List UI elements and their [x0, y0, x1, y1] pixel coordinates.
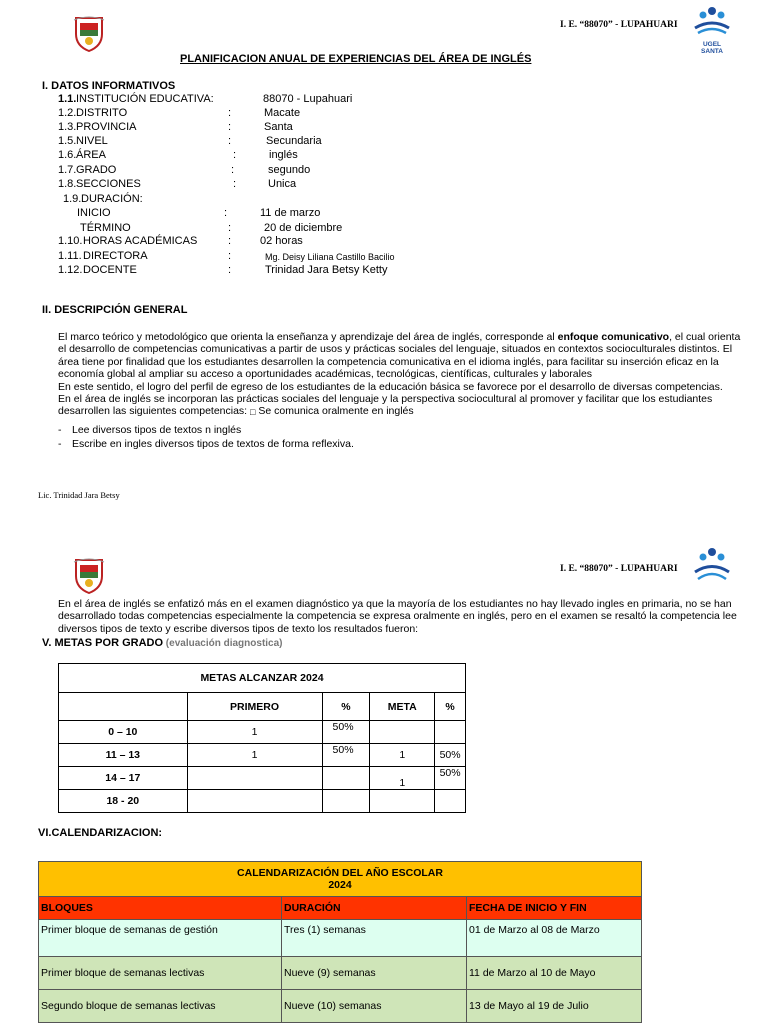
table-row: Primer bloque de semanas de gestión Tres (1) semanas 01 de Marzo al 08 de Marzo [39, 920, 642, 957]
list-item: - Escribe en ingles diversos tipos de textos de forma reflexiva. [58, 438, 354, 450]
checkbox-glyph-icon: □ [250, 407, 256, 418]
table-row: 11 – 13 1 50% 1 50% [59, 744, 466, 767]
table-header-row: BLOQUES DURACIÓN FECHA DE INICIO Y FIN [39, 897, 642, 920]
ugel-people-icon [692, 6, 732, 38]
table-row: 14 – 17 1 50% [59, 767, 466, 790]
table-row: 0 – 10 1 50% [59, 721, 466, 744]
ugel-logo [692, 6, 732, 55]
description-paragraph: En este sentido, el logro del perfil de egreso de los estudiantes de la educación básica se favorece por el desarrollo de diversas competencias. [58, 380, 723, 393]
description-text [58, 331, 742, 419]
footer-signature: Lic. Trinidad Jara Betsy [38, 490, 120, 500]
list-item: - Lee diversos tipos de textos n inglés [58, 424, 242, 436]
ugel-label: UGEL SANTA [701, 41, 723, 55]
section-datos-heading: I. DATOS INFORMATIVOS [42, 80, 176, 92]
table-row: Primer bloque de semanas lectivas Nueve (9) semanas 11 de Marzo al 10 de Mayo [39, 957, 642, 990]
section-descripcion-heading: II. DESCRIPCIÓN GENERAL [42, 304, 188, 316]
calendarizacion-table [38, 861, 642, 1023]
table-row: Segundo bloque de semanas lectivas Nueve (10) semanas 13 de Mayo al 19 de Julio [39, 990, 642, 1023]
section-metas-heading: V. METAS POR GRADO (evaluación diagnostica) [42, 637, 283, 649]
crest-icon [72, 556, 106, 594]
ugel-people-icon [692, 546, 732, 590]
school-crest-logo [72, 556, 106, 594]
table-header-row: PRIMERO % META % [59, 693, 466, 721]
description-paragraph: En el área de inglés se incorporan las prácticas sociales del lenguaje y la perspectiva sociocultural al promover y facilitar que los estudiantes desarrollen las siguientes competencias: □ Se comunica oralmente en inglés [58, 393, 713, 418]
page-title: PLANIFICACION ANUAL DE EXPERIENCIAS DEL ÁREA DE INGLÉS [180, 53, 532, 65]
section-calendarizacion-heading: VI.CALENDARIZACION: [38, 827, 163, 839]
metas-table [58, 663, 466, 813]
diagnostic-intro-text: En el área de inglés se enfatizó más en el examen diagnóstico ya que la mayoría de los estudiantes no hay llevado ingles en primaria, no se han desarrollado todas competencias especialmente la competencia se expresa oralmente en inglés, pero en el examen se resaltó la competencia lee diversos tipos de texto y escribe diversos tipos de texto los resultados fueron: [58, 598, 737, 635]
table-row: 18 - 20 [59, 790, 466, 813]
school-name-header: I. E. “88070” - LUPAHUARI [560, 564, 678, 574]
table-title-row: CALENDARIZACIÓN DEL AÑO ESCOLAR 2024 [39, 862, 642, 897]
table-title-row: METAS ALCANZAR 2024 [59, 664, 466, 693]
crest-icon [72, 14, 106, 52]
school-crest-logo [72, 14, 106, 52]
ugel-logo [692, 546, 732, 590]
description-paragraph: El marco teórico y metodológico que orienta la enseñanza y aprendizaje del área de inglés, corresponde al enfoque comunicativo, el cual orienta el desarrollo de competencias comunicativas a partir de usos y prácticas sociales del lenguaje, situados en contextos socioculturales distintos. El área tiene por finalidad que los estudiantes desarrollen la competencia comunicativa en el idioma inglés, para facilitar su inserción eficaz en la economía global al ampliar su acceso a oportunidades académicas, tecnológicas, científicas, culturales y laborales [58, 331, 741, 381]
school-name-header: I. E. “88070” - LUPAHUARI [560, 20, 678, 30]
